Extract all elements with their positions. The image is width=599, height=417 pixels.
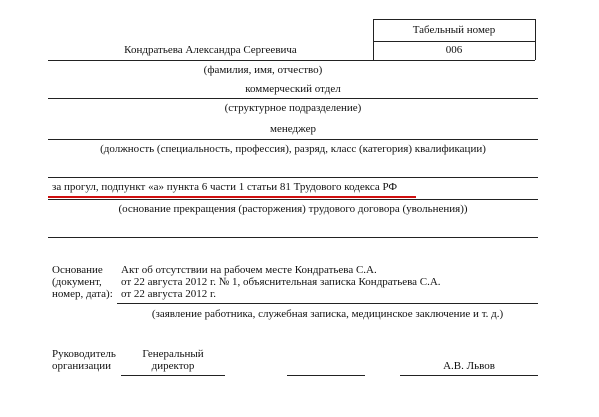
basis-label-line1: Основание	[52, 264, 103, 276]
employee-full-name: Кондратьева Александра Сергеевича	[124, 44, 297, 56]
position-line	[48, 139, 538, 140]
basis-line1: Акт об отсутствии на рабочем месте Кондратьева С.А.	[121, 264, 377, 276]
basis-line3: от 22 августа 2012 г.	[121, 288, 216, 300]
basis-line	[117, 303, 538, 304]
basis-label-line2: (документ,	[52, 276, 102, 288]
head-title-line	[121, 375, 225, 376]
dismissal-ground-value: за прогул, подпункт «а» пункта 6 части 1 статьи 81 Трудового кодекса РФ	[52, 181, 398, 193]
head-signature-line	[287, 375, 365, 376]
head-name: А.В. Львов	[443, 360, 495, 372]
blank-line-2	[48, 237, 538, 238]
department-caption: (структурное подразделение)	[224, 102, 362, 114]
dismissal-ground-highlight	[48, 196, 416, 198]
dismissal-ground-line	[48, 199, 538, 200]
head-title-line1: Генеральный	[142, 348, 204, 360]
basis-line2: от 22 августа 2012 г. № 1, объяснительная записка Кондратьева С.А.	[121, 276, 441, 288]
department-value: коммерческий отдел	[245, 83, 341, 95]
full-name-caption: (фамилия, имя, отчество)	[203, 64, 323, 76]
basis-caption: (заявление работника, служебная записка, медицинское заключение и т. д.)	[151, 308, 504, 320]
blank-line	[48, 177, 538, 178]
head-name-line	[400, 375, 538, 376]
tab-number-value: 006	[445, 44, 463, 56]
tab-number-header: Табельный номер	[412, 24, 496, 36]
department-line	[48, 98, 538, 99]
head-label-line2: организации	[52, 360, 112, 372]
dismissal-ground-caption: (основание прекращения (расторжения) трудового договора (увольнения))	[118, 203, 468, 215]
head-title-line2: директор	[151, 360, 195, 372]
head-label-line1: Руководитель	[52, 348, 116, 360]
position-caption: (должность (специальность, профессия), разряд, класс (категория) квалификации)	[100, 143, 486, 155]
full-name-line	[48, 60, 373, 61]
basis-label-line3: номер, дата):	[52, 288, 113, 300]
position-value: менеджер	[270, 123, 316, 135]
